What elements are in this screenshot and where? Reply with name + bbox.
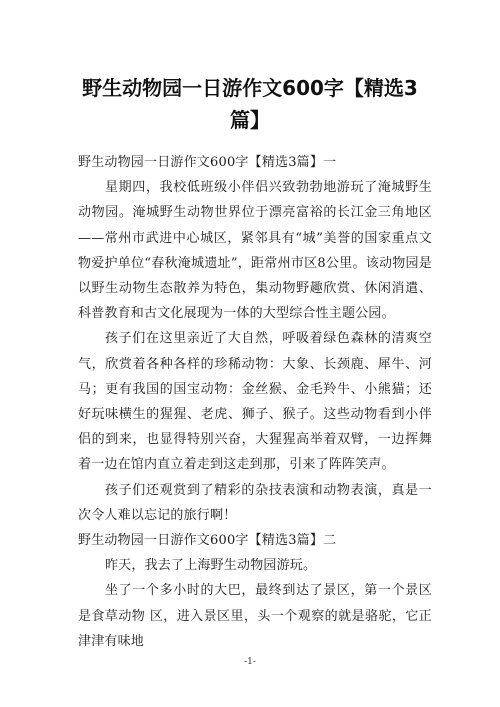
document-title <box>60 72 440 136</box>
page-number: -1- <box>244 657 256 667</box>
title-line-1: 野生动物园一日游作文600字【精选3 <box>82 76 418 100</box>
paragraph: 孩子们还观赏到了精彩的杂技表演和动物表演，真是一次令人难以忘记的旅行啊！ <box>78 482 432 523</box>
document-body <box>78 150 432 654</box>
paragraph: 昨天，我去了上海野生动物园游玩。 <box>105 558 317 574</box>
section-heading-2: 野生动物园一日游作文600字【精选3篇】二 <box>78 533 337 549</box>
title-line-2: 篇】 <box>230 108 270 132</box>
section-heading-1: 野生动物园一日游作文600字【精选3篇】一 <box>78 155 337 170</box>
paragraph: 坐了一个多小时的大巴，最终到达了景区，第一个景区是食草动物 区，进入景区里，头一个观察的就是骆驼，它正津津有味地 <box>78 583 432 649</box>
paragraph: 孩子们在这里亲近了大自然，呼吸着绿色森林的清爽空气，欣赏着各种各样的珍稀动物：大象、长颈鹿、犀牛、河马；更有我国的国宝动物：金丝猴、金毛羚牛、小熊猫；还好玩味横生的猩猩、老虎、狮子、猴子。这些动物看到小伴侣的到来，也显得特别兴奋，大猩猩高举着双臂，一边挥舞着一边在馆内直立着走到这走到那，引来了阵阵笑声。 <box>78 331 432 473</box>
paragraph: 星期四，我校低班级小伴侣兴致勃勃地游玩了淹城野生动物园。淹城野生动物世界位于漂亮富裕的长江金三角地区——常州市武进中心城区，紧邻具有“城”美誉的国家重点文物爱护单位“春秋淹城遗址”，距常州市区8公里。该动物园是以野生动物生态散养为特色，集动物野趣欣赏、休闲消遣、科普教育和古文化展现为一体的大型综合性主题公园。 <box>78 180 432 322</box>
